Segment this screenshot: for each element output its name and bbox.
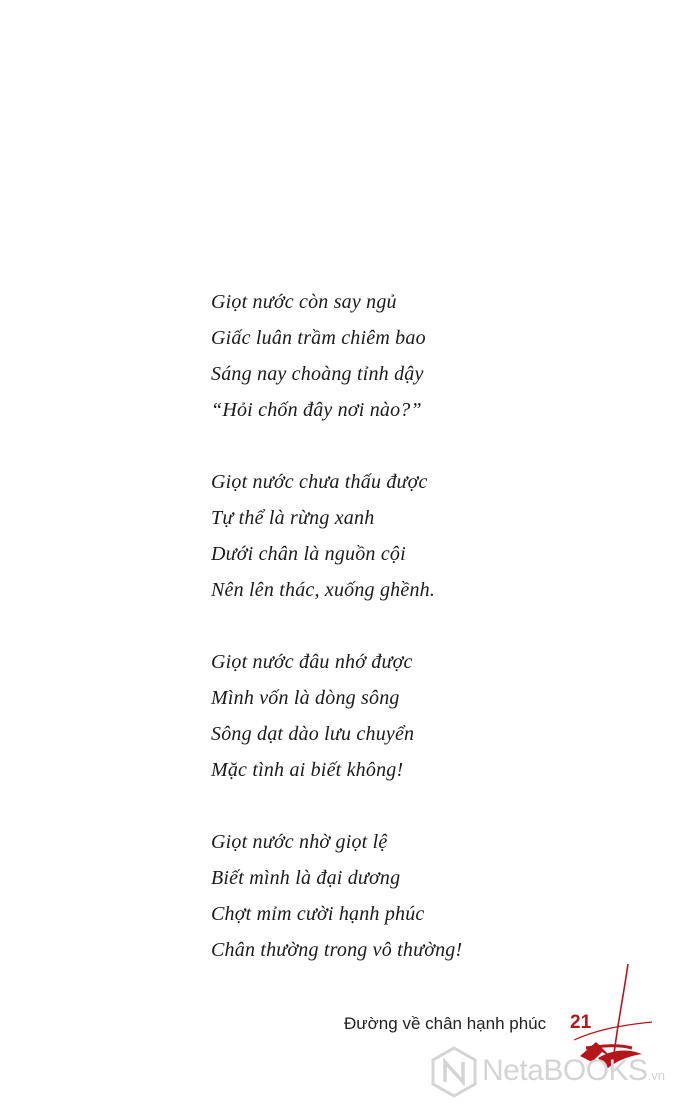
- page-number: 21: [570, 1012, 592, 1033]
- poem-line: Nên lên thác, xuống ghềnh.: [211, 579, 436, 601]
- poem-line: Giọt nước đâu nhớ được: [211, 651, 413, 673]
- poem-line: Giọt nước còn say ngủ: [211, 291, 397, 313]
- poem: [211, 284, 631, 1004]
- poem-line: Tự thể là rừng xanh: [211, 507, 375, 529]
- poem-line: Mình vốn là dòng sông: [211, 687, 400, 709]
- netabooks-logo-icon: [430, 1046, 478, 1098]
- stanza-2: [211, 464, 631, 608]
- poem-line: Giấc luân trầm chiêm bao: [211, 327, 426, 349]
- poem-line: Sông dạt dào lưu chuyển: [211, 723, 415, 745]
- running-footer-title: Đường về chân hạnh phúc: [344, 1014, 547, 1033]
- poem-line: Dưới chân là nguồn cội: [211, 543, 406, 565]
- poem-line: Chân thường trong vô thường!: [211, 939, 463, 961]
- poem-line: Biết mình là đại dương: [211, 867, 401, 889]
- poem-line: Chợt mỉm cười hạnh phúc: [211, 903, 425, 925]
- stanza-3: [211, 644, 631, 788]
- poem-line: “Hỏi chốn đây nơi nào?”: [211, 399, 422, 421]
- stanza-4: [211, 824, 631, 968]
- watermark-domain-suffix: .vn: [647, 1068, 665, 1083]
- page-footer: [0, 1010, 700, 1050]
- stanza-1: [211, 284, 631, 428]
- poem-line: Sáng nay choàng tỉnh dậy: [211, 363, 424, 385]
- poem-line: Giọt nước chưa thấu được: [211, 471, 428, 493]
- watermark-brand-name: NetaBOOKS: [482, 1054, 648, 1087]
- poem-line: Mặc tình ai biết không!: [211, 759, 404, 781]
- poem-line: Giọt nước nhờ giọt lệ: [211, 831, 388, 853]
- watermark: [430, 1046, 700, 1102]
- watermark-brand: [482, 1054, 665, 1088]
